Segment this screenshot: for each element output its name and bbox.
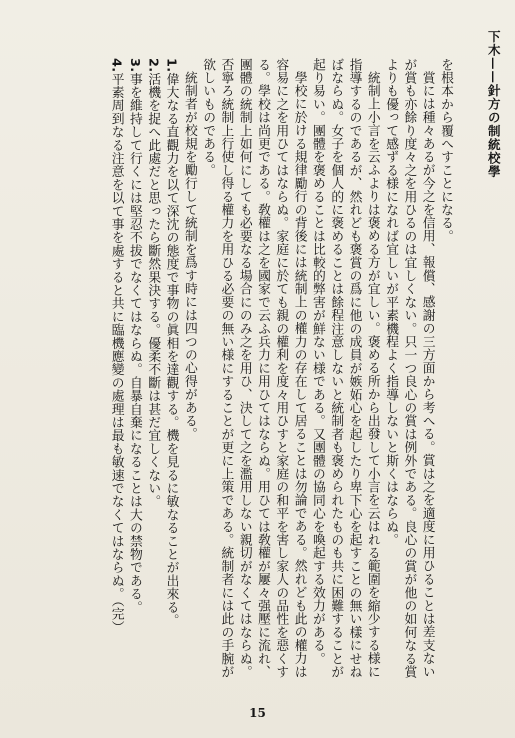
paragraph: 賞には種々あるが今之を信用、報償、感謝の三方面から考へる。賞は之を適度に用ひることは差支ないが賞も亦餘り度々之を用ひるのは宜しくない。只一つ良心の賞は例外である。良心の賞が他の如何なる賞よりも優って感ずる様になれば宜しいが平素機程よく指導しないと斯くはならぬ。 <box>383 58 435 679</box>
paragraph: 學校に於ける規律勵行の背後には統制上の權力の存在して居ることは勿論である。然れども此の權力は容易に之を用ひてはならぬ。家庭に於ても親の權利を度々用ひすと家庭の和平を害し家人の品性を惡くする。學校は尚更である。敎權は之を國家で云ふ兵力に用ひてはならぬ。用ひては敎權が屢々强壓に流れ、團體の統制上如何にしても必要なる場合にのみ之を用ひ、決して之を濫用しない親切がなくてはならぬ。否寧ろ統制上行使し得る權力を用ひる必要の無い様にすることが更に上策である。統制者には此の手腕が欲しいものである。 <box>200 58 307 679</box>
list-item-text: 偉大なる直觀力を以て深沈の態度で事物の眞相を達觀する。機を見るに敏なることが出來る。 <box>163 72 179 627</box>
paragraph: 統制上小言を云ふよりは褒める方が宜しい。褒める所から出發して小言を云はれる範圍を縮少する様に指導するのであるが、然れども褒賞の爲に他の成員が嫉妬心を起したり卑下心を起すことの無い樣にせねばならぬ。女子を個人的に褒めることは餘程注意しないと統制者も褒められたものも共に困難することが起り易い。團體を褒めることは比較的弊害が鮮ない様である。又團體の協同心を喚起する效力がある。 <box>309 58 380 679</box>
list-item <box>106 58 124 682</box>
list-item-number: 2. <box>145 58 161 73</box>
list-item-text: 活機を捉へ此處だと思ったら斷然果決する。優柔不斷は甚だ宜しくない。 <box>145 72 161 509</box>
page-number: 15 <box>249 706 266 720</box>
running-header <box>471 30 515 270</box>
list-item-number: 4. <box>108 58 124 73</box>
list-item-text: 平素周到なる注意を以て事を處すると共に臨機應變の處理は最も敏速でなくてはならぬ。（完） <box>108 72 124 634</box>
list-item-number: 1. <box>163 58 179 73</box>
list-item-number: 3. <box>126 58 142 73</box>
list-item-text: 事を維持して行くには堅忍不拔でなくてはならぬ。自暴自棄になることは大の禁物である。 <box>126 72 142 614</box>
body-text <box>46 58 454 682</box>
list-item <box>161 58 179 682</box>
list-item <box>143 58 161 682</box>
list-item <box>125 58 143 682</box>
paragraph: 統制者が校規を勵行して統制を爲す時には四つの心得がある。 <box>181 70 197 441</box>
header-title: 下木——針方の制統校學 <box>486 30 502 179</box>
paragraph: を根本から覆へすことになる。 <box>438 58 453 243</box>
